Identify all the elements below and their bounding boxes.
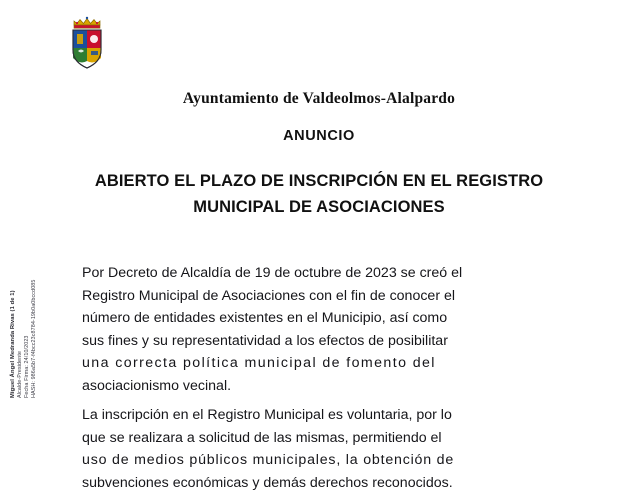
para2-line-1: La inscripción en el Registro Municipal es voluntaria, por lo (82, 407, 452, 423)
stamp-role: Alcalde-Presidente (16, 350, 23, 398)
para1-line-5: una correcta política municipal de fomento del (82, 355, 436, 372)
para2-line-2: que se realizara a solicitud de las mismas, permitiendo el (82, 429, 442, 446)
para1-line-4: sus fines y su representatividad a los efectos de posibilitar (82, 332, 448, 349)
stamp-hash: HASH: 986a5b7-f4bcc23c8784-19b0a0bccd085 (30, 279, 37, 398)
coat-of-arms-icon (66, 14, 108, 70)
page-title: Ayuntamiento de Valdeolmos-Alalpardo (182, 90, 456, 107)
para1-line-1: Por Decreto de Alcaldía de 19 de octubre de 2023 se creó el (82, 265, 463, 281)
paragraph-decreto (82, 262, 582, 398)
para1-line-2: Registro Municipal de Asociaciones con el fin de conocer el (82, 287, 456, 304)
para1-line-6: asociacionismo vecinal. (82, 377, 232, 394)
paragraph-inscripcion (82, 404, 582, 494)
para2-line-4: subvenciones económicas y demás derechos reconocidos. (82, 474, 453, 491)
stamp-date: Fecha Firma: 24/10/2023 (23, 335, 30, 398)
stamp-signer: Miguel Ángel Medranda Rivas (1 de 1) (9, 290, 16, 398)
para2-line-3: uso de medios públicos municipales, la obtención de (82, 452, 455, 469)
announcement-label: ANUNCIO (283, 128, 355, 144)
announcement-subject (60, 168, 578, 220)
subject-line-2: MUNICIPAL DE ASOCIACIONES (193, 198, 445, 216)
electronic-signature-stamp (8, 232, 38, 398)
subject-line-1: ABIERTO EL PLAZO DE INSCRIPCIÓN EN EL REGISTRO (94, 172, 544, 190)
para1-line-3: número de entidades existentes en el Municipio, así como (82, 310, 448, 327)
